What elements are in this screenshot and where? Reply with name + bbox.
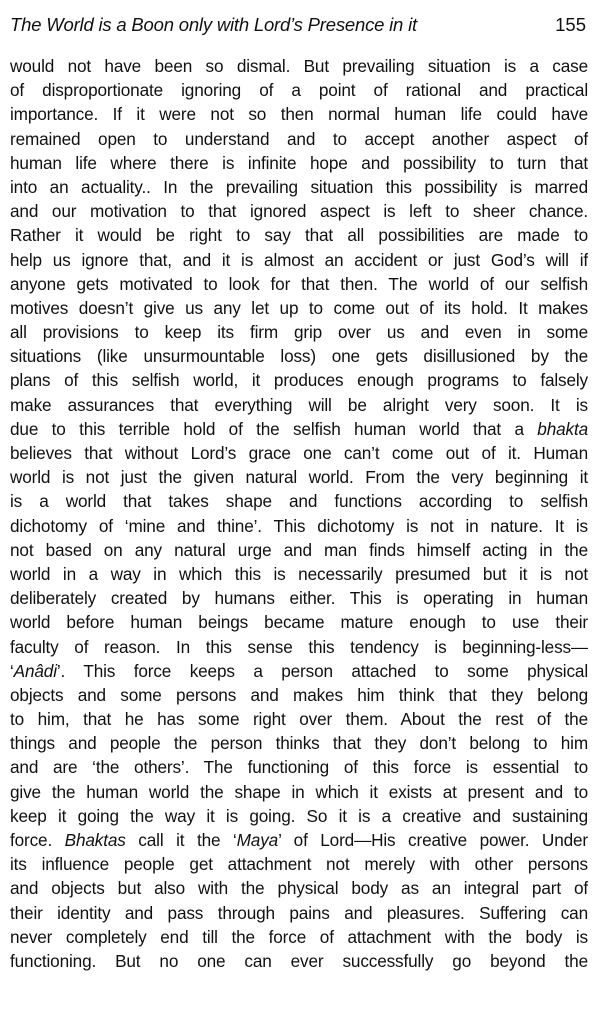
text-line: human life where there is infinite hope and possibility to turn that	[10, 152, 588, 173]
chapter-title: The World is a Boon only with Lord’s Presence in it	[10, 14, 417, 35]
text-line: not based on any natural urge and man finds himself acting in the	[10, 539, 588, 560]
text-line: would not have been so dismal. But prevailing situation is a case	[10, 56, 588, 76]
text-line: dichotomy of ‘mine and thine’. This dichotomy is not in nature. It is	[10, 515, 588, 536]
text-line: importance. If it were not so then normal human life could have	[10, 104, 588, 125]
text-line: give the human world the shape in which it exists at present and to	[10, 781, 588, 802]
text-line: is a world that takes shape and functions according to selfish	[10, 491, 588, 512]
text-line: motives doesn’t give us any let up to come out of its hold. It makes	[10, 297, 588, 318]
text-line: world is not just the given natural world. From the very beginning it	[10, 467, 588, 488]
text-line: world in a way in which this is necessarily presumed but it is not	[10, 563, 588, 584]
text-line: deliberately created by humans either. This is operating in human	[10, 588, 588, 609]
text-line: and our motivation to that ignored aspect is left to sheer chance.	[10, 201, 588, 222]
text-line: believes that without Lord’s grace one can’t come out of it. Human	[10, 443, 588, 463]
text-line: world before human beings became mature enough to use their	[10, 612, 588, 633]
text-line: due to this terrible hold of the selfish human world that a bhakta	[10, 418, 588, 439]
running-header	[10, 14, 588, 44]
text-line: to him, that he has some right over them. About the rest of the	[10, 709, 588, 730]
text-line: faculty of reason. In this sense this tendency is beginning-less—	[10, 636, 588, 657]
text-line: and are ‘the others’. The functioning of this force is essential to	[10, 757, 588, 778]
text-line: plans of this selfish world, it produces enough programs to falsely	[10, 370, 588, 391]
text-line: objects and some persons and makes him think that they belong	[10, 684, 588, 705]
text-line: of disproportionate ignoring of a point of rational and practical	[10, 80, 588, 101]
text-line: ‘Anâdi’. This force keeps a person attached to some physical	[10, 660, 588, 681]
text-line: remained open to understand and to accept another aspect of	[10, 128, 588, 149]
text-line: situations (like unsurmountable loss) one gets disillusioned by the	[10, 346, 588, 367]
text-line: never completely end till the force of attachment with the body is	[10, 926, 588, 947]
text-line: things and people the person thinks that they don’t belong to him	[10, 733, 588, 754]
text-line: help us ignore that, and it is almost an accident or just God’s will if	[10, 249, 588, 270]
text-line: their identity and pass through pains and pleasures. Suffering can	[10, 902, 588, 923]
text-line: into an actuality.. In the prevailing situation this possibility is marred	[10, 176, 588, 197]
text-line: keep it going the way it is going. So it is a creative and sustaining	[10, 805, 588, 826]
text-line: and objects but also with the physical body as an integral part of	[10, 878, 588, 899]
text-line: force. Bhaktas call it the ‘Maya’ of Lord—His creative power. Under	[10, 830, 588, 850]
text-line: functioning. But no one can ever successfully go beyond the	[10, 950, 588, 971]
text-line: all provisions to keep its firm grip over us and even in some	[10, 322, 588, 343]
text-line: make assurances that everything will be alright very soon. It is	[10, 394, 588, 415]
body-paragraph	[10, 54, 588, 973]
text-line: its influence people get attachment not merely with other persons	[10, 854, 588, 875]
text-line: Rather it would be right to say that all possibilities are made to	[10, 225, 588, 246]
page-number: 155	[555, 14, 586, 35]
book-page	[10, 0, 588, 1028]
text-line: anyone gets motivated to look for that then. The world of our selfish	[10, 273, 588, 294]
